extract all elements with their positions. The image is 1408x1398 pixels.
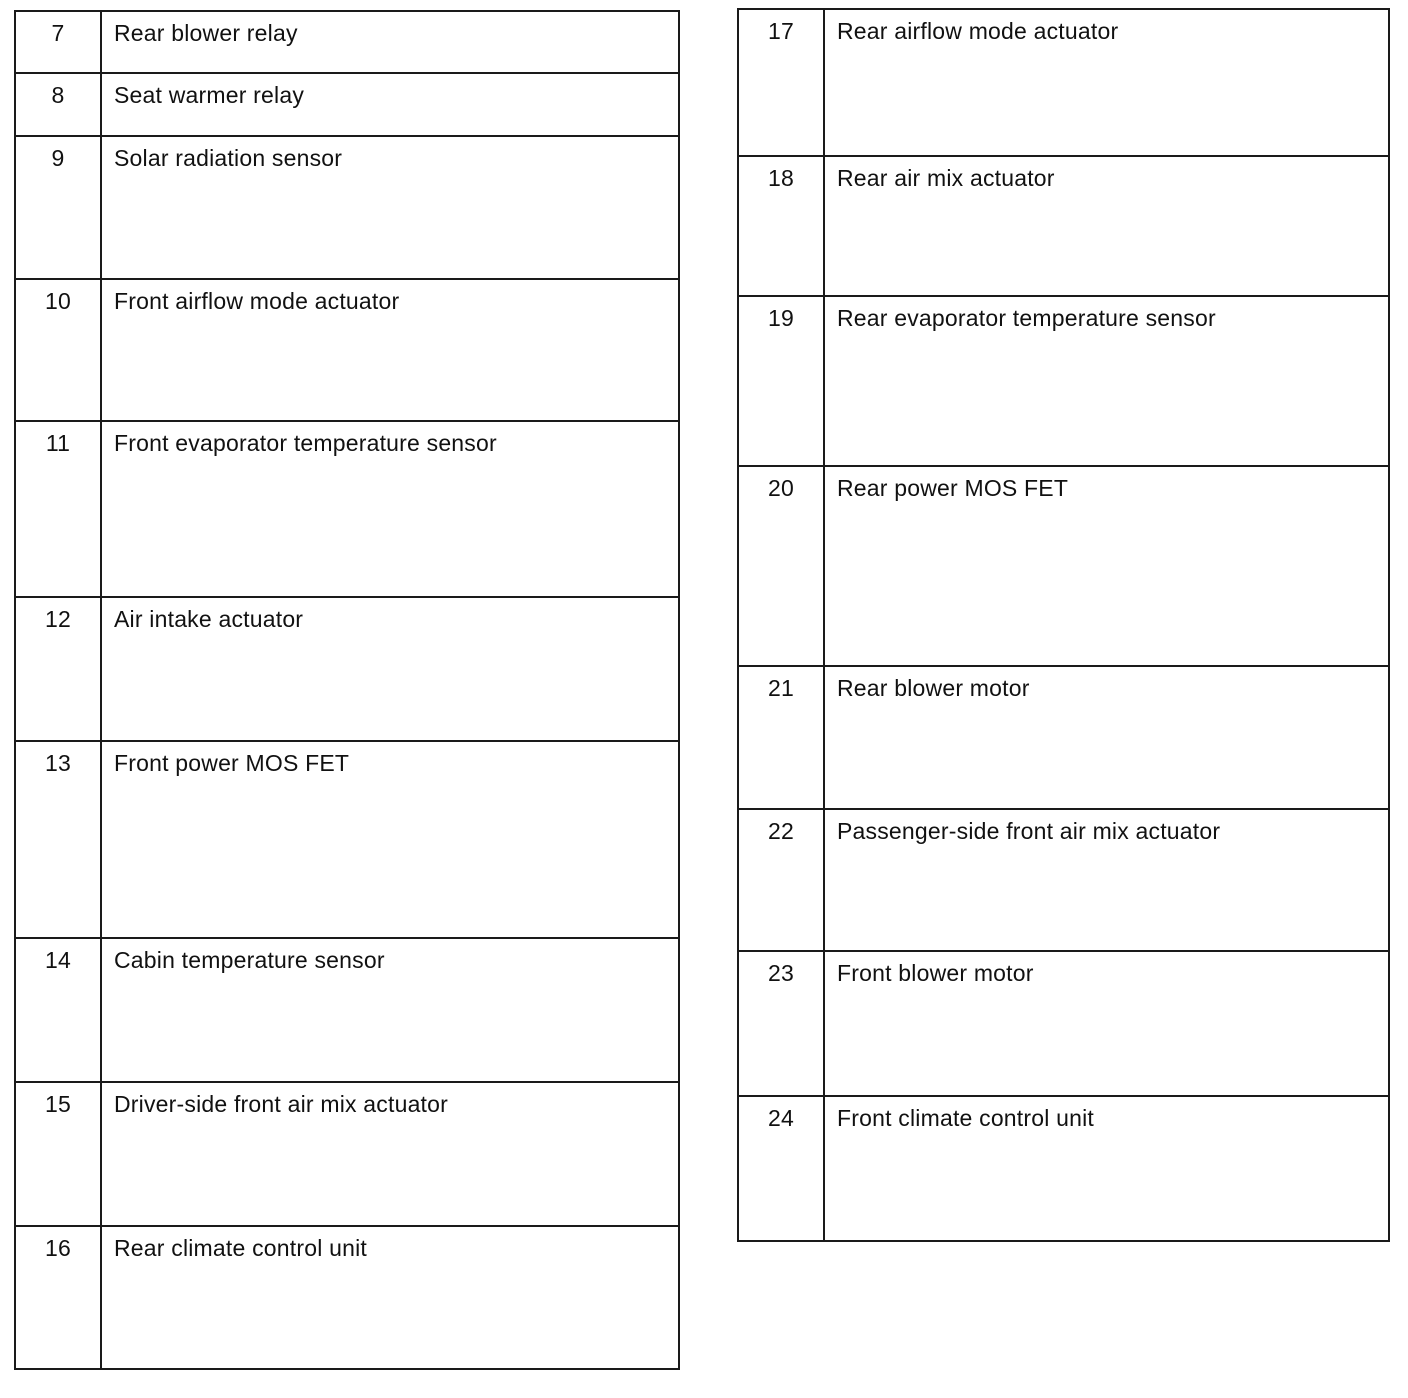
row-label-cell: Passenger-side front air mix actuator <box>824 809 1389 951</box>
table-row <box>738 466 1389 666</box>
row-label-cell: Rear evaporator temperature sensor <box>824 296 1389 466</box>
row-number-cell: 20 <box>738 466 824 666</box>
row-number-cell: 10 <box>15 279 101 421</box>
row-number-cell: 14 <box>15 938 101 1082</box>
table-row <box>738 951 1389 1096</box>
table-row <box>15 11 679 73</box>
row-label-cell: Solar radiation sensor <box>101 136 679 279</box>
row-number-cell: 15 <box>15 1082 101 1226</box>
row-number-cell: 18 <box>738 156 824 296</box>
legend-table-left <box>14 10 680 1370</box>
row-label-cell: Cabin temperature sensor <box>101 938 679 1082</box>
legend-table-right-body <box>738 9 1389 1241</box>
row-label-cell: Rear airflow mode actuator <box>824 9 1389 156</box>
table-row <box>738 809 1389 951</box>
table-row <box>15 1082 679 1226</box>
table-row <box>15 597 679 741</box>
row-label-cell: Front airflow mode actuator <box>101 279 679 421</box>
row-number-cell: 8 <box>15 73 101 136</box>
row-label-cell: Air intake actuator <box>101 597 679 741</box>
table-row <box>15 279 679 421</box>
row-label-cell: Rear power MOS FET <box>824 466 1389 666</box>
row-label-cell: Front power MOS FET <box>101 741 679 938</box>
table-row <box>15 741 679 938</box>
row-number-cell: 7 <box>15 11 101 73</box>
table-row <box>15 938 679 1082</box>
row-label-cell: Rear blower motor <box>824 666 1389 809</box>
row-number-cell: 22 <box>738 809 824 951</box>
row-number-cell: 9 <box>15 136 101 279</box>
table-row <box>15 136 679 279</box>
row-label-cell: Rear blower relay <box>101 11 679 73</box>
row-label-cell: Front blower motor <box>824 951 1389 1096</box>
table-row <box>15 73 679 136</box>
row-label-cell: Front climate control unit <box>824 1096 1389 1241</box>
row-number-cell: 11 <box>15 421 101 597</box>
row-number-cell: 17 <box>738 9 824 156</box>
row-label-cell: Rear air mix actuator <box>824 156 1389 296</box>
row-label-cell: Rear climate control unit <box>101 1226 679 1369</box>
row-number-cell: 13 <box>15 741 101 938</box>
row-label-cell: Driver-side front air mix actuator <box>101 1082 679 1226</box>
row-number-cell: 19 <box>738 296 824 466</box>
row-label-cell: Seat warmer relay <box>101 73 679 136</box>
row-number-cell: 21 <box>738 666 824 809</box>
row-number-cell: 24 <box>738 1096 824 1241</box>
row-number-cell: 12 <box>15 597 101 741</box>
row-label-cell: Front evaporator temperature sensor <box>101 421 679 597</box>
table-row <box>738 666 1389 809</box>
table-row <box>738 296 1389 466</box>
table-row <box>738 1096 1389 1241</box>
row-number-cell: 23 <box>738 951 824 1096</box>
legend-table-right <box>737 8 1390 1242</box>
table-row <box>738 156 1389 296</box>
table-row <box>738 9 1389 156</box>
table-row <box>15 421 679 597</box>
table-row <box>15 1226 679 1369</box>
legend-table-left-body <box>15 11 679 1369</box>
row-number-cell: 16 <box>15 1226 101 1369</box>
